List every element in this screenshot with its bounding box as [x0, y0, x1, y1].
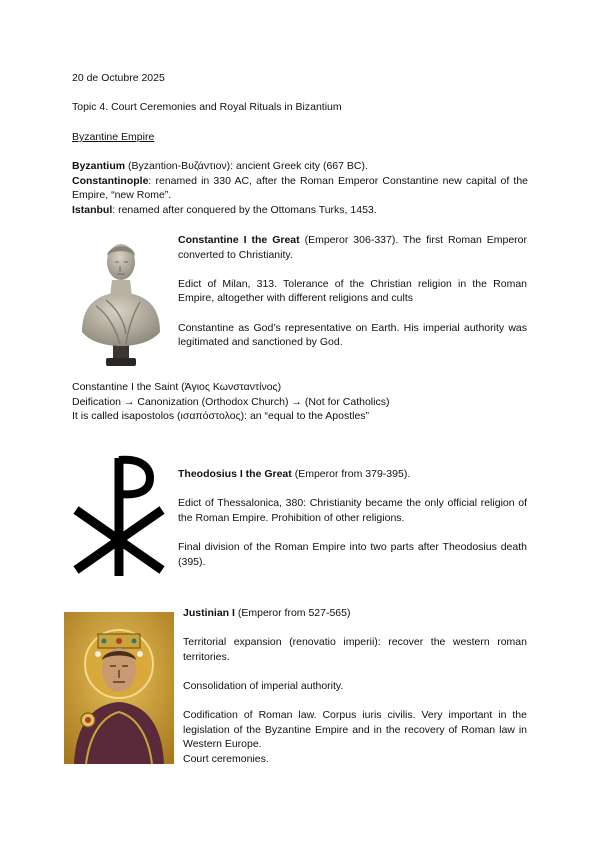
justinian-paragraph-4: Court ceremonies.	[183, 752, 269, 765]
section-title: Byzantine Empire	[72, 131, 155, 143]
theodosius-paragraph-2: Final division of the Roman Empire into two parts after Theodosius death (395).	[178, 540, 527, 568]
justinian-paragraph-1: Territorial expansion (renovatio imperii): recover the western roman territories.	[183, 636, 527, 663]
theodosius-heading	[178, 467, 527, 482]
constantine-bust-image	[76, 234, 166, 368]
constantine-paragraph-1: Edict of Milan, 313. Tolerance of the Christian religion in the Roman Empire, altogether with different religions and cults	[178, 277, 527, 305]
theodosius-block	[178, 467, 527, 569]
document-date: 20 de Octubre 2025	[72, 72, 165, 84]
city-names-block	[72, 159, 528, 217]
constantine-name: Constantine I the Great	[178, 234, 300, 246]
byzantium-term: Byzantium	[72, 160, 126, 172]
byzantium-line	[72, 159, 528, 174]
constantine-block	[178, 233, 527, 350]
constantinople-term: Constantinople	[72, 174, 149, 187]
istanbul-line	[72, 203, 528, 218]
constantine-heading	[178, 233, 527, 262]
byzantium-text: (Byzantion-Βυζάντιον): ancient Greek city (667 BC).	[125, 160, 368, 172]
istanbul-text: : renamed after conquered by the Ottomans Turks, 1453.	[112, 203, 377, 216]
justinian-name: Justinian I	[183, 607, 235, 619]
saint-block	[72, 380, 528, 424]
theodosius-paragraph-1: Edict of Thessalonica, 380: Christianity became the only official religion of the Roman Empire. Prohibition of other religions.	[178, 497, 527, 524]
saint-line-2: Deification → Canonization (Orthodox Church) → (Not for Catholics)	[72, 395, 390, 408]
constantinople-line	[72, 174, 528, 203]
topic-title: Topic 4. Court Ceremonies and Royal Rituals in Bizantium	[72, 101, 342, 113]
justinian-paragraph-2: Consolidation of imperial authority.	[183, 679, 344, 692]
chi-rho-symbol-image	[70, 452, 168, 578]
istanbul-term: Istanbul	[72, 203, 113, 216]
justinian-reign: (Emperor from 527-565)	[234, 607, 351, 619]
justinian-block	[183, 606, 527, 767]
saint-line-1: Constantine I the Saint (Άγιος Κωνσταντίνος)	[72, 381, 282, 393]
justinian-heading	[183, 606, 527, 621]
theodosius-reign: (Emperor from 379-395).	[291, 468, 411, 480]
justinian-mosaic-image	[64, 612, 174, 764]
constantinople-text: : renamed in 330 AC, after the Roman Emperor Constantine new capital of the Empire, “new Rome”.	[72, 174, 528, 202]
constantine-paragraph-2: Constantine as God’s representative on Earth. His imperial authority was legitimated and sanctioned by God.	[178, 321, 527, 349]
theodosius-name: Theodosius I the Great	[178, 468, 292, 480]
constantine-reign: (Emperor 306-337). The first Roman Emperor converted to Christianity.	[178, 234, 528, 261]
justinian-paragraph-3: Codification of Roman law. Corpus iuris civilis. Very important in the legislation of the Byzantine Empire and in the recovery of Roman law in Western Europe.	[183, 709, 527, 751]
saint-line-3: It is called isapostolos (ισαπόστολος): an “equal to the Apostles”	[72, 410, 370, 423]
